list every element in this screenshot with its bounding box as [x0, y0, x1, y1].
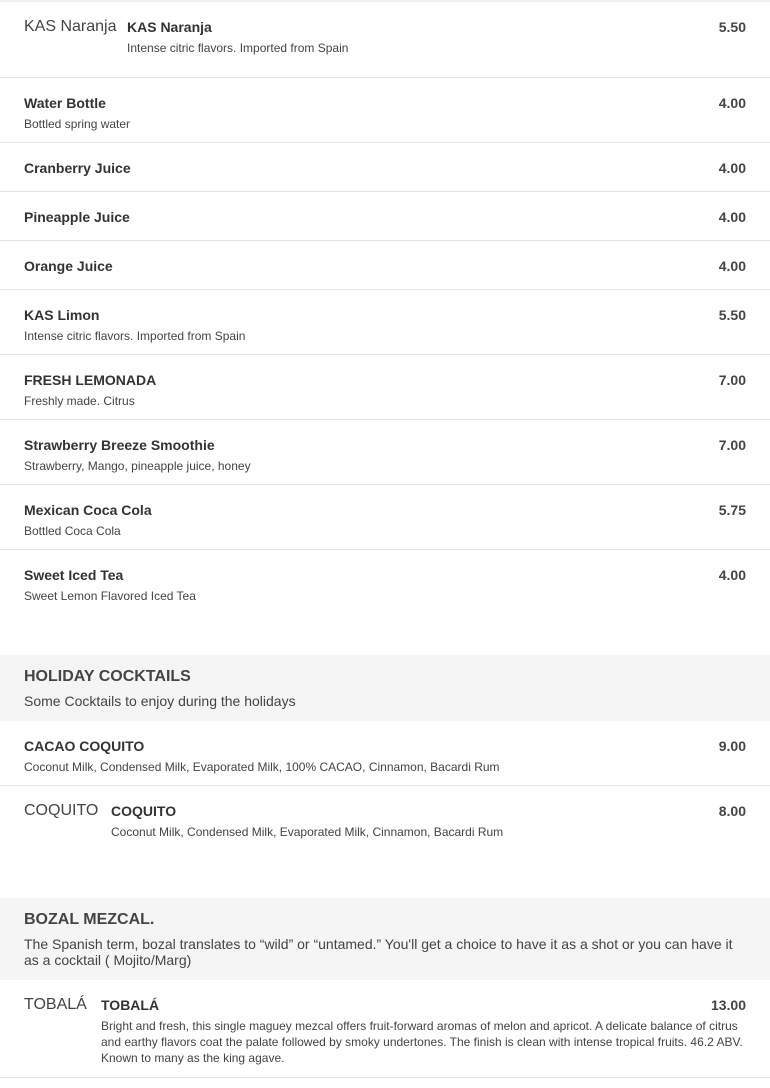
item-description: Bottled spring water	[24, 117, 131, 131]
item-name: COQUITO	[111, 803, 177, 819]
item-name: Mexican Coca Cola	[24, 502, 152, 518]
menu-item-tobala[interactable]	[0, 980, 770, 1078]
item-price: 4.00	[718, 95, 746, 111]
item-description: Strawberry, Mango, pineapple juice, honey	[24, 459, 251, 473]
item-description: Coconut Milk, Condensed Milk, Evaporated Milk, 100% CACAO, Cinnamon, Bacardi Rum	[24, 760, 500, 774]
menu-item-strawberry-breeze-smoothie[interactable]	[0, 420, 770, 485]
item-price: 5.50	[718, 19, 746, 35]
item-name: Strawberry Breeze Smoothie	[24, 437, 215, 453]
item-image-alt: TOBALÁ	[24, 996, 87, 1013]
item-image-alt: KAS Naranja	[24, 18, 117, 35]
item-price: 5.50	[718, 307, 746, 323]
item-price: 4.00	[718, 209, 746, 225]
section-gap	[0, 602, 770, 655]
item-name: KAS Naranja	[127, 19, 212, 35]
menu-item-cranberry-juice[interactable]	[0, 143, 770, 192]
item-price: 13.00	[710, 997, 746, 1013]
menu-item-orange-juice[interactable]	[0, 241, 770, 290]
section-header-holiday-cocktails	[0, 655, 770, 721]
item-price: 8.00	[718, 803, 746, 819]
section-title: BOZAL MEZCAL.	[24, 911, 155, 928]
section-gap	[0, 848, 770, 898]
menu-item-pineapple-juice[interactable]	[0, 192, 770, 241]
item-price: 4.00	[718, 567, 746, 583]
menu-item-water-bottle[interactable]	[0, 78, 770, 143]
item-name: Cranberry Juice	[24, 160, 131, 176]
section-title: HOLIDAY COCKTAILS	[24, 668, 191, 685]
section-subtitle: Some Cocktails to enjoy during the holidays	[24, 693, 296, 709]
item-description: Sweet Lemon Flavored Iced Tea	[24, 589, 196, 603]
menu-item-sweet-iced-tea[interactable]	[0, 550, 770, 602]
item-price: 5.75	[718, 502, 746, 518]
item-description: Intense citric flavors. Imported from Spain	[127, 41, 349, 55]
item-name: Pineapple Juice	[24, 209, 130, 225]
item-price: 4.00	[718, 258, 746, 274]
menu-item-coquito[interactable]	[0, 786, 770, 848]
section-subtitle: The Spanish term, bozal translates to “wild” or “untamed.” You'll get a choice to have it as a shot or you can have it as a cocktail ( Mojito/Marg)	[24, 936, 733, 968]
menu-item-cacao-coquito[interactable]	[0, 721, 770, 786]
item-name: KAS Limon	[24, 307, 100, 323]
menu-item-kas-naranja[interactable]	[0, 2, 770, 78]
item-price: 9.00	[718, 738, 746, 754]
item-name: Sweet Iced Tea	[24, 567, 124, 583]
item-price: 4.00	[718, 160, 746, 176]
item-description: Bright and fresh, this single maguey mezcal offers fruit-forward aromas of melon and apricot. A delicate balance of citrus and earthy flavors coat the palate followed by smoky undertones. The finish is clean with intense tropical fruits. 46.2 ABV. Known to many as the king agave.	[101, 1019, 743, 1065]
menu-item-fresh-lemonada[interactable]	[0, 355, 770, 420]
item-name: CACAO COQUITO	[24, 738, 145, 754]
section-header-bozal-mezcal	[0, 898, 770, 980]
item-description: Intense citric flavors. Imported from Spain	[24, 329, 246, 343]
item-price: 7.00	[718, 372, 746, 388]
item-image-alt: COQUITO	[24, 802, 99, 819]
item-description: Bottled Coca Cola	[24, 524, 121, 538]
item-description: Freshly made. Citrus	[24, 394, 135, 408]
item-name: Water Bottle	[24, 95, 106, 111]
menu-item-mexican-coca-cola[interactable]	[0, 485, 770, 550]
item-name: Orange Juice	[24, 258, 113, 274]
item-name: FRESH LEMONADA	[24, 372, 157, 388]
menu-item-kas-limon[interactable]	[0, 290, 770, 355]
item-name: TOBALÁ	[101, 997, 160, 1013]
item-description: Coconut Milk, Condensed Milk, Evaporated Milk, Cinnamon, Bacardi Rum	[111, 825, 504, 839]
item-price: 7.00	[718, 437, 746, 453]
